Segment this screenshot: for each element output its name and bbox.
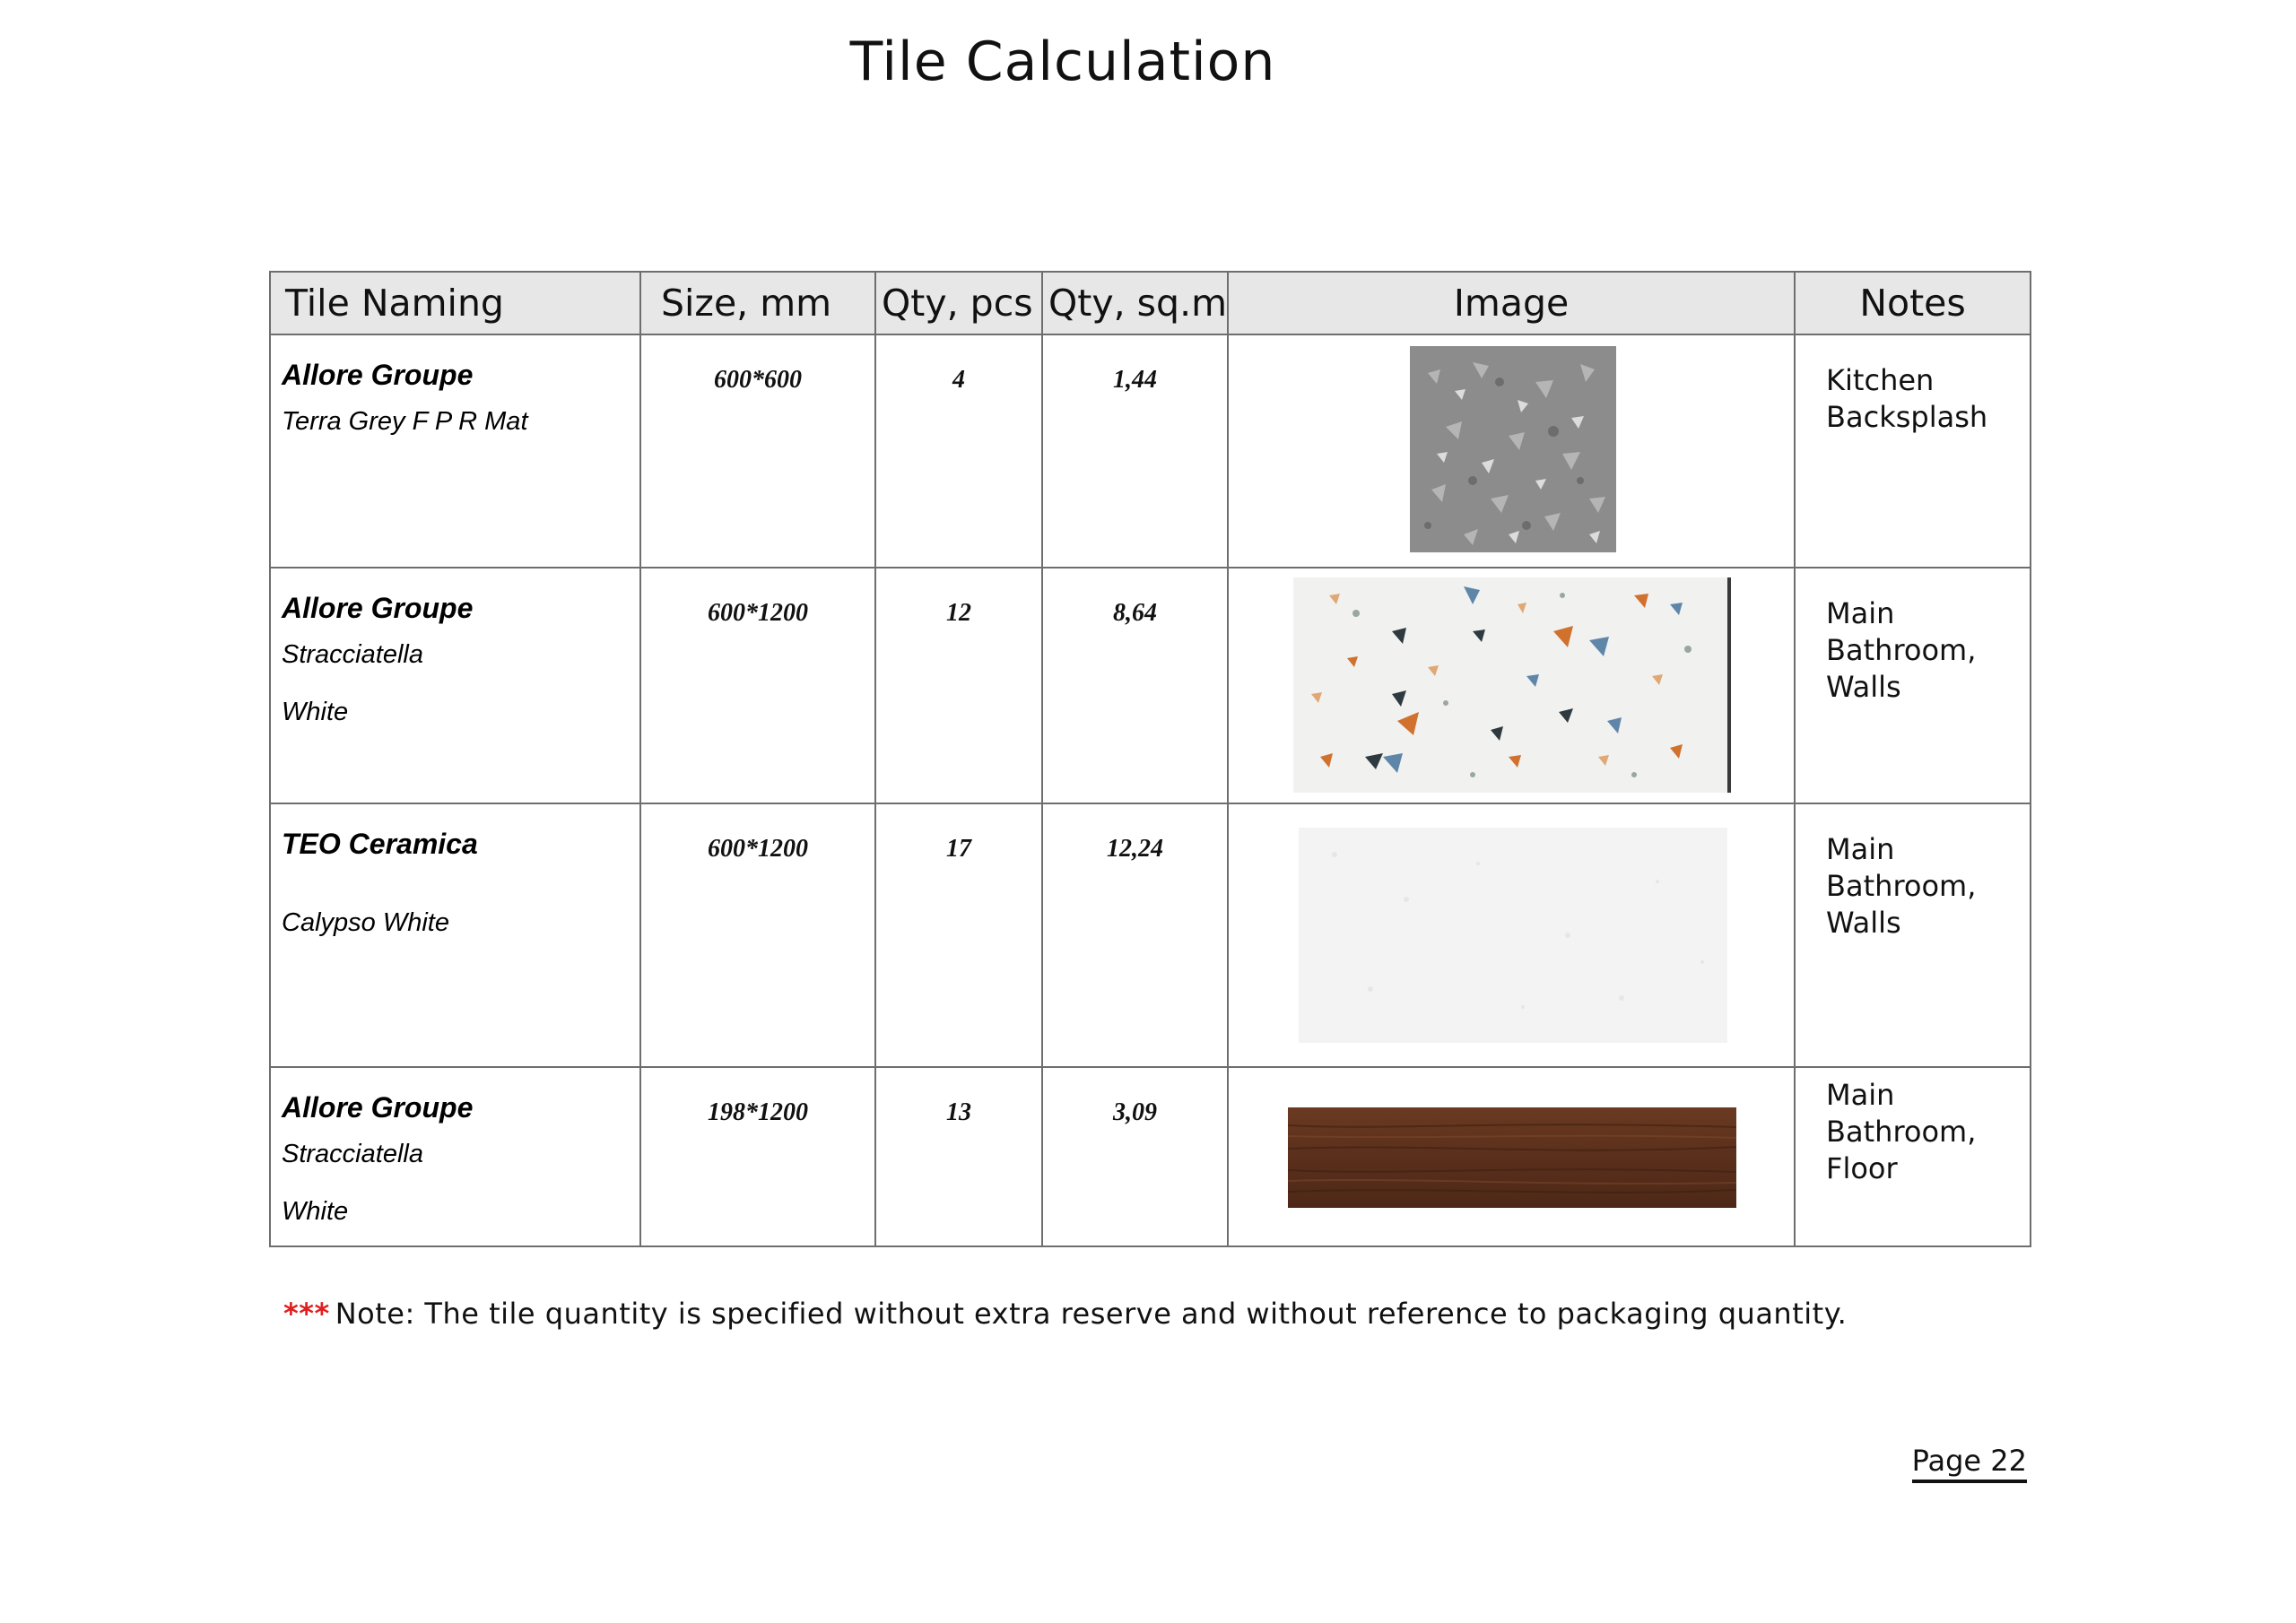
- header-tile-naming: Tile Naming: [270, 272, 640, 334]
- tile-image-cell: [1228, 334, 1795, 568]
- tile-model: Calypso White: [282, 908, 449, 937]
- table-row: [270, 803, 2031, 1067]
- tile-image-cell: [1228, 803, 1795, 1067]
- tile-size: 198*1200: [640, 1067, 875, 1246]
- note-line: Main: [1826, 596, 1895, 630]
- tile-image-cell: [1228, 568, 1795, 803]
- tile-qty-sqm: 1,44: [1042, 334, 1228, 568]
- header-qty-sqm: Qty, sq.m: [1042, 272, 1228, 334]
- tile-model: Stracciatella: [282, 640, 423, 669]
- tile-model: White: [282, 1197, 349, 1226]
- footnote: [283, 1297, 1847, 1331]
- tile-name-cell: [270, 334, 640, 568]
- footnote-text: Note: The tile quantity is specified without extra reserve and without reference to packaging quantity.: [335, 1297, 1848, 1331]
- note-line: Floor: [1826, 1151, 1898, 1185]
- tile-model: White: [282, 698, 349, 726]
- tile-qty-sqm: 8,64: [1042, 568, 1228, 803]
- note-line: Main: [1826, 832, 1895, 866]
- tile-name-cell: [270, 568, 640, 803]
- note-line: Bathroom,: [1826, 1115, 1977, 1149]
- footnote-marker: ***: [283, 1297, 330, 1331]
- terra-grey-terrazzo-tile-icon: [1410, 346, 1616, 552]
- note-line: Main: [1826, 1078, 1895, 1112]
- tile-table: [269, 271, 2031, 1247]
- tile-image-cell: [1228, 1067, 1795, 1246]
- tile-size: 600*600: [640, 334, 875, 568]
- tile-name-cell: [270, 1067, 640, 1246]
- tile-brand: Allore Groupe: [282, 359, 474, 391]
- tile-model: Terra Grey F P R Mat: [282, 407, 528, 436]
- tile-size: 600*1200: [640, 803, 875, 1067]
- page-title: Tile Calculation: [849, 30, 1276, 93]
- tile-notes: [1795, 803, 2031, 1067]
- header-qty-pcs: Qty, pcs: [875, 272, 1042, 334]
- tile-qty-sqm: 3,09: [1042, 1067, 1228, 1246]
- note-line: Walls: [1826, 670, 1901, 704]
- header-size: Size, mm: [640, 272, 875, 334]
- calypso-white-tile-icon: [1299, 828, 1727, 1043]
- note-line: Bathroom,: [1826, 633, 1977, 667]
- table-row: [270, 334, 2031, 568]
- tile-qty-pcs: 13: [875, 1067, 1042, 1246]
- table-row: [270, 1067, 2031, 1246]
- header-notes: Notes: [1795, 272, 2031, 334]
- header-image: Image: [1228, 272, 1795, 334]
- tile-qty-pcs: 17: [875, 803, 1042, 1067]
- tile-qty-sqm: 12,24: [1042, 803, 1228, 1067]
- note-line: Backsplash: [1826, 400, 1988, 434]
- tile-notes: [1795, 568, 2031, 803]
- page-number: Page 22: [1912, 1444, 2027, 1483]
- tile-notes: [1795, 1067, 2031, 1246]
- tile-brand: TEO Ceramica: [282, 828, 478, 860]
- tile-qty-pcs: 4: [875, 334, 1042, 568]
- tile-size: 600*1200: [640, 568, 875, 803]
- tile-brand: Allore Groupe: [282, 1091, 474, 1124]
- note-line: Kitchen: [1826, 363, 1935, 397]
- table-header-row: [270, 272, 2031, 334]
- stracciatella-terrazzo-tile-icon: [1293, 577, 1731, 793]
- wood-plank-tile-icon: [1288, 1107, 1736, 1208]
- tile-model: Stracciatella: [282, 1140, 423, 1168]
- note-line: Bathroom,: [1826, 869, 1977, 903]
- tile-notes: [1795, 334, 2031, 568]
- tile-qty-pcs: 12: [875, 568, 1042, 803]
- note-line: Walls: [1826, 906, 1901, 940]
- tile-name-cell: [270, 803, 640, 1067]
- tile-brand: Allore Groupe: [282, 592, 474, 624]
- table-row: [270, 568, 2031, 803]
